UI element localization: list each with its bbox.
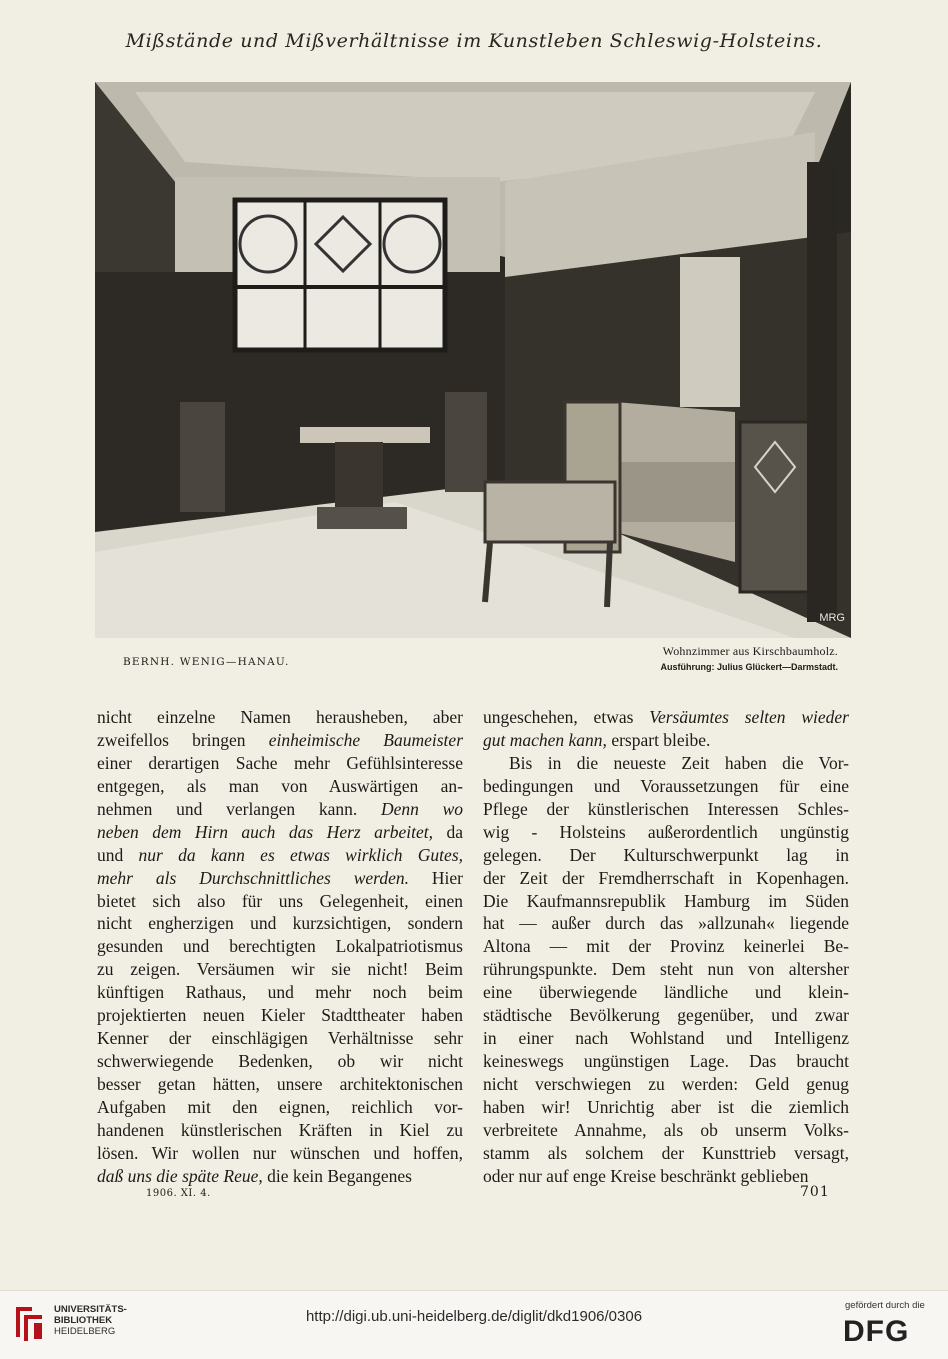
text-line: keineswegs ungünstigen Lage. Das braucht: [483, 1051, 849, 1072]
text-line: Aufgaben mit den eignen, reichlich vor-: [97, 1096, 463, 1117]
text-line: gut machen kann, erspart bleibe.: [483, 729, 711, 750]
funded-by-label: gefördert durch die: [845, 1300, 925, 1311]
text-line: zweifellos bringen einheimische Baumeister: [97, 729, 463, 750]
text-line: in einer nach Wohlstand und Intelligenz: [483, 1028, 849, 1049]
text-line: nehmen und verlangen kann. Denn wo: [97, 798, 463, 819]
library-name-line1: UNIVERSITÄTS-: [54, 1304, 127, 1315]
text-line: zu zeigen. Versäumen wir sie nicht! Beim: [97, 959, 463, 980]
issue-reference: 1906. XI. 4.: [146, 1188, 211, 1199]
figure-caption: [660, 644, 838, 672]
text-line: projektierten neuen Kieler Stadttheater haben: [97, 1005, 463, 1026]
text-line: bedingungen und Voraussetzungen für eine: [483, 775, 849, 796]
interior-photo-illustration: [95, 82, 851, 638]
text-line: und nur da kann es etwas wirklich Gutes,: [97, 844, 463, 865]
text-line: Bis in die neueste Zeit haben die Vor-: [509, 752, 849, 773]
text-line: neben dem Hirn auch das Herz arbeitet, da: [97, 821, 463, 842]
viewer-footer-bar: [0, 1290, 948, 1359]
caption-maker: Ausführung: Julius Glückert—Darmstadt.: [660, 662, 838, 672]
text-line: städtische Bevölkerung gegenüber, und zwar: [483, 1005, 849, 1026]
photo-signature: MRG: [819, 612, 845, 624]
text-line: lösen. Wir wollen nur wünschen und hoffen,: [97, 1142, 463, 1163]
text-column-right: [483, 706, 849, 1188]
text-line: Die Kaufmannsrepublik Hamburg im Süden: [483, 890, 849, 911]
text-line: der Zeit der Fremdherrschaft in Kopenhagen.: [483, 867, 849, 888]
library-name-line3: HEIDELBERG: [54, 1326, 116, 1337]
dfg-logo: DFG: [843, 1315, 910, 1348]
interior-photograph: [95, 82, 851, 638]
text-line: handenen künstlerischen Kräften in Kiel zu: [97, 1119, 463, 1140]
text-line: mehr als Durchschnittliches werden. Hier: [97, 867, 463, 888]
text-line: Pflege der künstlerischen Interessen Schles-: [483, 798, 849, 819]
text-line: verbreitete Annahme, als ob unserm Volks-: [483, 1119, 849, 1140]
text-line: gelegen. Der Kulturschwerpunkt lag in: [483, 844, 849, 865]
text-line: oder nur auf enge Kreise beschränkt geblieben: [483, 1165, 809, 1186]
permalink-url[interactable]: http://digi.ub.uni-heidelberg.de/diglit/dkd1906/0306: [305, 1308, 643, 1325]
text-line: daß uns die späte Reue, die kein Begangenes: [97, 1165, 412, 1186]
text-line: gesunden und berechtigten Lokalpatriotismus: [97, 936, 463, 957]
text-line: haben wir! Unrichtig aber ist die ziemlich: [483, 1096, 849, 1117]
text-column-left: [97, 706, 463, 1188]
text-line: künftigen Rathaus, und mehr noch beim: [97, 982, 463, 1003]
text-line: einer derartigen Sache mehr Gefühlsinteresse: [97, 752, 463, 773]
text-line: entgegen, als man von Auswärtigen an-: [97, 775, 463, 796]
text-line: ungeschehen, etwas Versäumtes selten wieder: [483, 707, 849, 727]
text-line: rührungspunkte. Dem steht nun von altersher: [483, 959, 849, 980]
library-name-line2: BIBLIOTHEK: [54, 1315, 113, 1326]
running-head: Mißstände und Mißverhältnisse im Kunstleben Schleswig-Holsteins.: [125, 30, 823, 52]
text-line: schwerwiegende Bedenken, ob wir nicht: [97, 1051, 463, 1072]
text-line: eine überwiegende ländliche und klein-: [483, 982, 849, 1003]
text-line: stamm als solchem der Kunsttrieb versagt,: [483, 1142, 849, 1163]
text-line: Altona — mit der Provinz keinerlei Be-: [483, 936, 849, 957]
text-line: nicht einzelne Namen herausheben, aber: [97, 707, 463, 727]
text-line: bietet sich also für uns Gelegenheit, einen: [97, 890, 463, 911]
caption-title: Wohnzimmer aus Kirschbaumholz.: [662, 644, 838, 658]
text-line: besser getan hätten, unsere architektonischen: [97, 1074, 463, 1094]
figure-credit-designer: BERNH. WENIG—HANAU.: [123, 656, 290, 668]
text-line: nicht engherzigen und kurzsichtigen, sondern: [97, 913, 463, 934]
text-line: nicht verschwiegen zu werden: Geld genug: [483, 1074, 849, 1094]
text-line: hat — außer durch das »allzunah« liegende: [483, 913, 849, 934]
page-number: 701: [800, 1184, 830, 1200]
text-line: Kenner der einschlägigen Verhältnisse sehr: [97, 1028, 463, 1049]
text-line: wig - Holsteins außerordentlich ungünstig: [483, 821, 849, 842]
